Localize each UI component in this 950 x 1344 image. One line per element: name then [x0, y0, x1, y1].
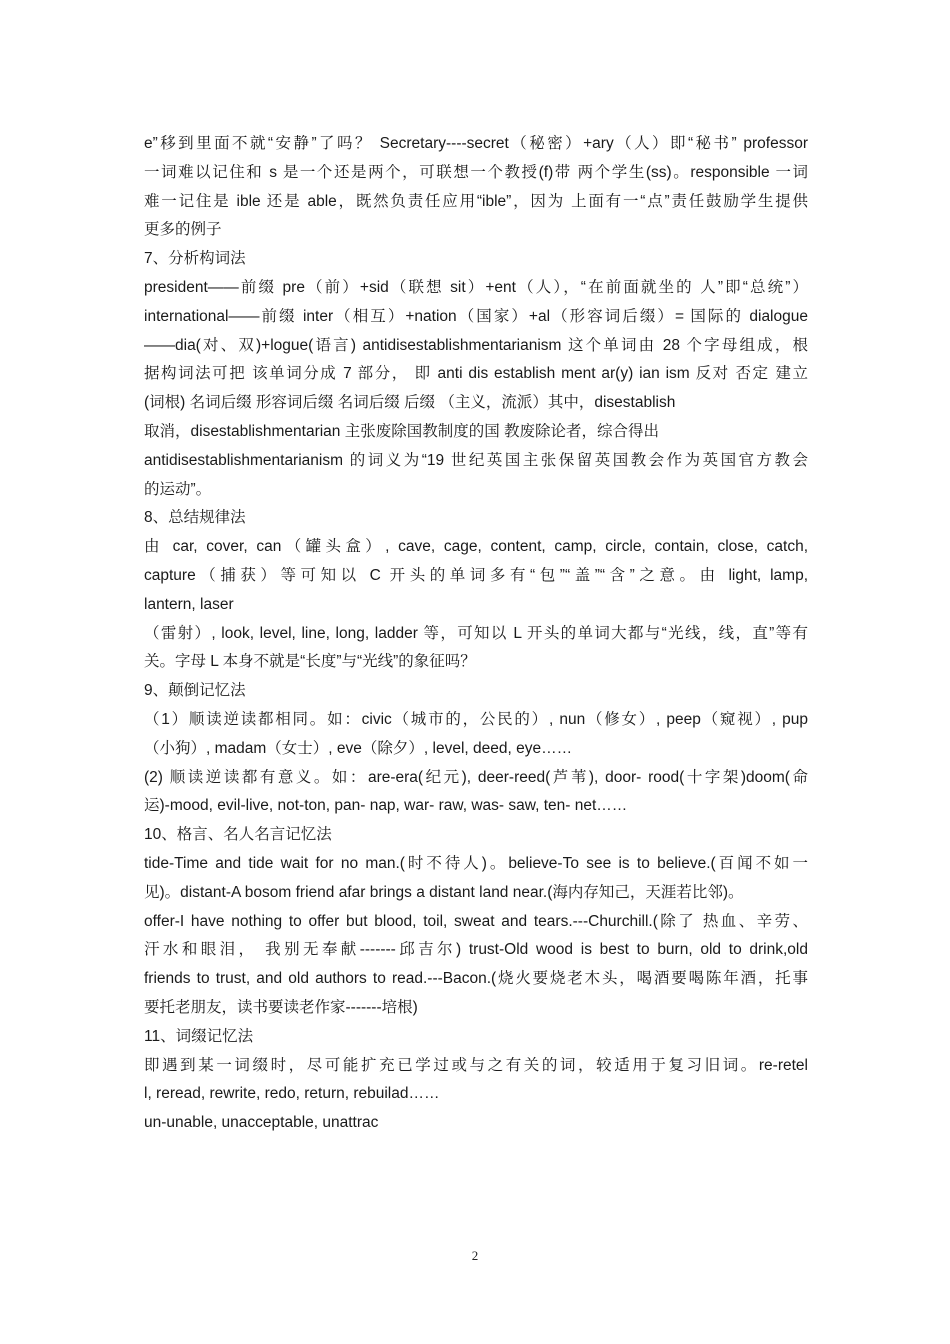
section-heading: 11、词缀记忆法 [144, 1027, 254, 1045]
text-line: (2) 顺读逆读都有意义。如：are-era(纪元), deer-reed(芦苇), door- rood(十字架)doom(命 [144, 768, 808, 786]
text-line: 汗水和眼泪， 我别无奉献-------邱吉尔) trust-Old wood is best to burn, old to drink,old [144, 941, 808, 959]
text-line: l, reread, rewrite, redo, return, rebuilad…… [144, 1085, 440, 1103]
text-line: ——dia(对、双)+logue(语言) antidisestablishmentarianism 这个单词由 28 个字母组成，根 [144, 336, 808, 354]
text-line: (词根) 名词后缀 形容词后缀 名词后缀 后缀 （主义，流派）其中，disestablish [144, 394, 676, 412]
text-line: 据构词法可把 该单词分成 7 部分， 即 anti dis establish ment ar(y) ian ism 反对 否定 建立 [144, 365, 808, 383]
section-heading: 7、分析构词法 [144, 250, 246, 268]
text-line: 运)-mood, evil-live, not-ton, pan- nap, war- raw, was- saw, ten- net…… [144, 797, 628, 815]
text-line: lantern, laser [144, 595, 234, 613]
text-line: friends to trust, and old authors to read.---Bacon.(烧火要烧老木头，喝酒要喝陈年酒，托事 [144, 970, 808, 988]
body-text [144, 130, 808, 1138]
text-line: 由 car, cover, can（罐头盒）, cave, cage, content, camp, circle, contain, close, catch, [144, 538, 808, 556]
text-line: 的运动”。 [144, 480, 212, 498]
text-line: president——前缀 pre（前）+sid（联想 sit）+ent（人），“在前面就坐的 人”即“总统”） [144, 278, 808, 296]
text-line: 取消，disestablishmentarian 主张废除国教制度的国 教废除论者，综合得出 [144, 422, 660, 440]
text-line: antidisestablishmentarianism 的词义为“19 世纪英国主张保留英国教会作为英国官方教会 [144, 451, 808, 469]
text-line: capture（捕获）等可知以 C 开头的单词多有“包”“盖”“含”之意。由 light, lamp, [144, 566, 808, 584]
text-line: （小狗）, madam（女士）, eve（除夕）, level, deed, eye…… [144, 739, 573, 757]
text-line: tide-Time and tide wait for no man.(时不待人)。believe-To see is to believe.(百闻不如一 [144, 854, 808, 872]
section-heading: 9、颠倒记忆法 [144, 682, 246, 700]
text-line: international——前缀 inter（相互）+nation（国家）+al（形容词后缀）= 国际的 dialogue [144, 307, 808, 325]
section-heading: 8、总结规律法 [144, 509, 246, 527]
page-number: 2 [471, 1248, 479, 1263]
text-line: 即遇到某一词缀时，尽可能扩充已学过或与之有关的词，较适用于复习旧词。re-retel [144, 1056, 808, 1074]
text-line: 要托老朋友，读书要读老作家-------培根) [144, 998, 418, 1016]
text-line: un-unable, unacceptable, unattrac [144, 1114, 379, 1132]
text-line: e”移到里面不就“安静”了吗？ Secretary----secret（秘密）+ary（人）即“秘书” professor [144, 135, 808, 152]
text-line: 见)。distant-A bosom friend afar brings a distant land near.(海内存知己，天涯若比邻)。 [144, 883, 744, 901]
text-line: 难一记住是 ible 还是 able，既然负责任应用“ible”，因为 上面有一“点”责任鼓励学生提供 [144, 192, 808, 210]
text-line: 关。字母 L 本身不就是“长度”与“光线”的象征吗？ [144, 653, 476, 671]
section-heading: 10、格言、名人名言记忆法 [144, 826, 332, 844]
text-line: offer-I have nothing to offer but blood, toil, sweat and tears.---Churchill.(除了 热血、辛劳、 [144, 912, 808, 930]
text-line: 一词难以记住和 s 是一个还是两个，可联想一个教授(f)带 两个学生(ss)。responsible 一词 [144, 163, 808, 181]
text-line: （1）顺读逆读都相同。如：civic（城市的，公民的）, nun（修女）, peep（窥视）, pup [144, 710, 808, 728]
text-line: （雷射）, look, level, line, long, ladder 等，可知以 L 开头的单词大都与“光线，线，直”等有 [144, 624, 808, 642]
text-line: 更多的例子 [144, 221, 222, 239]
